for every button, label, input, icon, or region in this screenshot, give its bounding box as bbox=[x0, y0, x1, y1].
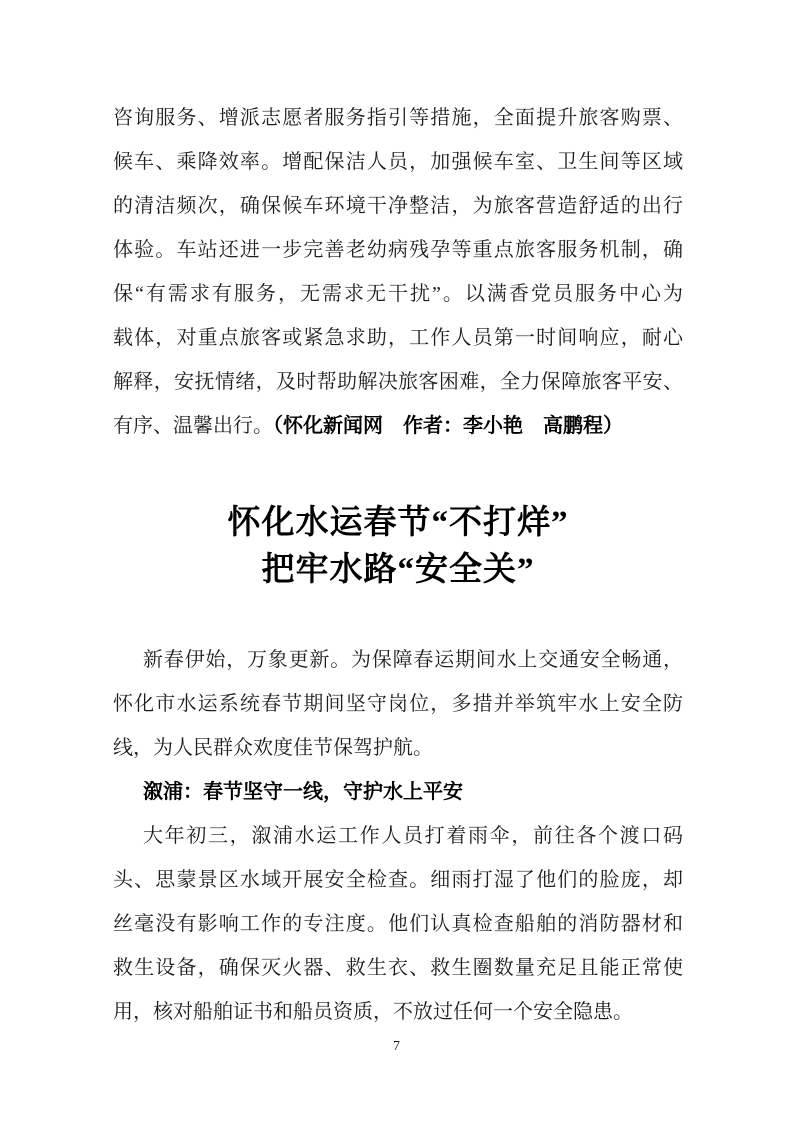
text-line-with-credit bbox=[113, 404, 683, 448]
article-intro-paragraph bbox=[113, 638, 683, 770]
text-line: 新春伊始，万象更新。为保障春运期间水上交通安全畅通， bbox=[143, 649, 683, 671]
text-line: 体验。车站还进一步完善老幼病残孕等重点旅客服务机制，确 bbox=[113, 239, 683, 261]
text-line: 大年初三，溆浦水运工作人员打着雨伞，前往各个渡口码 bbox=[143, 825, 683, 847]
text-line: 保“有需求有服务，无需求无干扰”。以满香党员服务中心为 bbox=[113, 283, 683, 305]
source-author-credit: （怀化新闻网 作者：李小艳 高鹏程） bbox=[273, 415, 623, 437]
text-line: 用，核对船舶证书和船员资质，不放过任何一个安全隐患。 bbox=[113, 1001, 633, 1023]
article-title-line1: 怀化水运春节“不打烊” bbox=[227, 505, 569, 541]
previous-article-tail-paragraph bbox=[113, 96, 683, 448]
text-line: 载体，对重点旅客或紧急求助，工作人员第一时间响应，耐心 bbox=[113, 327, 683, 349]
text-line: 怀化市水运系统春节期间坚守岗位，多措并举筑牢水上安全防 bbox=[113, 693, 683, 715]
article-title-line2: 把牢水路“安全关” bbox=[261, 552, 535, 588]
text-line: 丝毫没有影响工作的专注度。他们认真检查船舶的消防器材和 bbox=[113, 913, 683, 935]
page-content bbox=[113, 96, 683, 1034]
text-line: 线，为人民群众欢度佳节保驾护航。 bbox=[113, 737, 433, 759]
text-line: 解释，安抚情绪，及时帮助解决旅客困难，全力保障旅客平安、 bbox=[113, 371, 683, 393]
article-title bbox=[113, 500, 683, 594]
text-line: 头、思蒙景区水域开展安全检查。细雨打湿了他们的脸庞，却 bbox=[113, 869, 683, 891]
text-line: 的清洁频次，确保候车环境干净整洁，为旅客营造舒适的出行 bbox=[113, 195, 683, 217]
page-number: 7 bbox=[393, 1039, 400, 1054]
text-line: 候车、乘降效率。增配保洁人员，加强候车室、卫生间等区域 bbox=[113, 151, 683, 173]
text-line: 救生设备，确保灭火器、救生衣、救生圈数量充足且能正常使 bbox=[113, 957, 683, 979]
closing-sentence: 有序、温馨出行。 bbox=[113, 415, 273, 437]
article-section-paragraph bbox=[113, 814, 683, 1034]
text-line: 咨询服务、增派志愿者服务指引等措施，全面提升旅客购票、 bbox=[113, 107, 683, 129]
section-subheading: 溆浦：春节坚守一线，守护水上平安 bbox=[143, 781, 463, 803]
